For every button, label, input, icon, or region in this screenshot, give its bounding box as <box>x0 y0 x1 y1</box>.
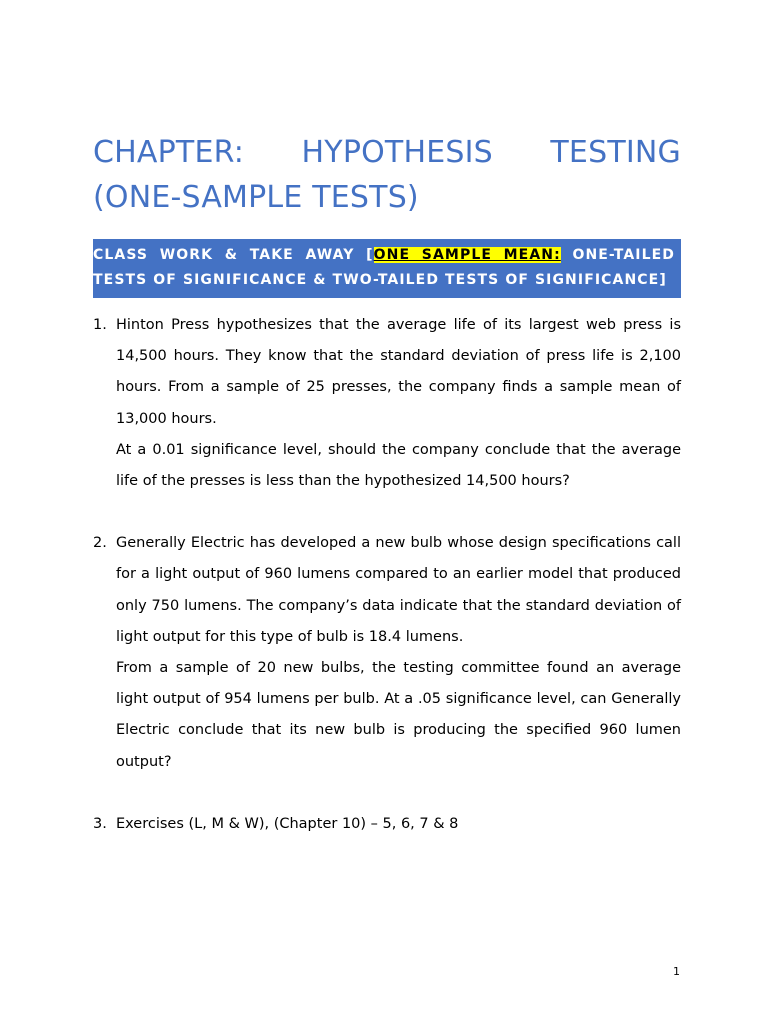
question-number: 3. <box>93 815 107 832</box>
question-list <box>93 310 681 840</box>
question-paragraph: From a sample of 20 new bulbs, the testing committee found an average light output of 954 lumens per bulb. At a .05 significance level, can Generally Electric conclude that its new bulb is producing the specified 960 lumen output? <box>116 660 681 770</box>
banner-prefix: CLASS WORK & TAKE AWAY [ <box>93 247 374 263</box>
banner-highlight: ONE SAMPLE MEAN: <box>373 247 561 263</box>
question-paragraph: Generally Electric has developed a new bulb whose design specifications call for a light output of 960 lumens compared to an earlier model that produced only 750 lumens. The company’s data indicate that the standard deviation of light output for this type of bulb is 18.4 lumens. <box>116 535 681 645</box>
banner-suffix: ONE-TAILED TESTS OF SIGNIFICANCE & TWO-TAILED TESTS OF SIGNIFICANCE] <box>93 247 675 288</box>
document-page <box>93 130 681 840</box>
question-paragraph: Hinton Press hypothesizes that the average life of its largest web press is 14,500 hours. They know that the standard deviation of press life is 2,100 hours. From a sample of 25 presses, the company finds a sample mean of 13,000 hours. <box>116 317 681 427</box>
question-item-2 <box>93 528 681 778</box>
question-item-1 <box>93 310 681 497</box>
section-banner <box>93 239 681 298</box>
question-paragraph: Exercises (L, M & W), (Chapter 10) – 5, 6, 7 & 8 <box>116 815 459 832</box>
question-number: 1. <box>93 317 107 333</box>
question-item-3 <box>93 809 681 840</box>
chapter-title: CHAPTER: HYPOTHESIS TESTING (ONE-SAMPLE TESTS) <box>93 135 681 215</box>
question-paragraph: At a 0.01 significance level, should the company conclude that the average life of the presses is less than the hypothesized 14,500 hours? <box>116 441 681 490</box>
page-number: 1 <box>673 965 680 978</box>
question-number: 2. <box>93 535 107 552</box>
